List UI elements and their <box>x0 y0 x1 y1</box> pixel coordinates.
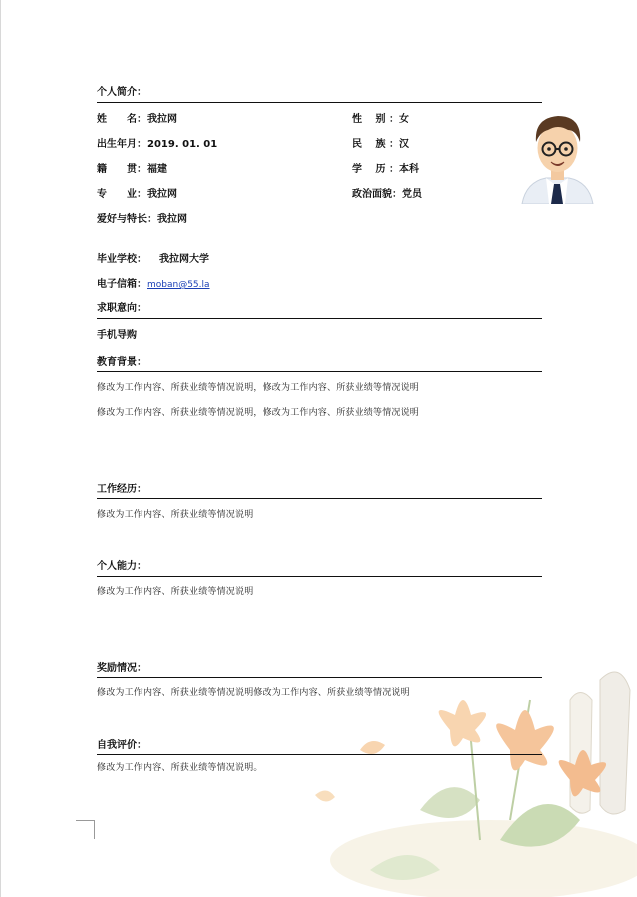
email-link[interactable]: moban@55.la <box>147 280 210 290</box>
page-corner-mark <box>76 820 95 839</box>
education-line-2: 修改为工作内容、所获业绩等情况说明，修改为工作内容、所获业绩等情况说明 <box>97 408 420 418</box>
education-line-1: 修改为工作内容、所获业绩等情况说明，修改为工作内容、所获业绩等情况说明 <box>97 383 420 393</box>
ability-rule <box>97 576 542 577</box>
email-label: 电子信箱： <box>97 279 147 290</box>
origin-field: 籍 贯：福建 <box>97 164 167 175</box>
education-rule <box>97 371 542 372</box>
intent-rule <box>97 318 542 319</box>
intent-heading: 求职意向： <box>97 303 147 314</box>
school-value: 我拉网大学 <box>159 254 209 265</box>
email-field <box>97 275 210 290</box>
ethnicity-field: 民 族 ：汉 <box>352 139 409 150</box>
education-level-field: 学 历 ：本科 <box>352 164 419 175</box>
gender-field: 性 别 ：女 <box>352 114 409 125</box>
awards-heading: 奖励情况： <box>97 663 147 674</box>
work-rule <box>97 498 542 499</box>
self-eval-rule <box>97 754 542 755</box>
awards-text: 修改为工作内容、所获业绩等情况说明修改为工作内容、所获业绩等情况说明 <box>97 688 410 698</box>
work-heading: 工作经历： <box>97 484 147 495</box>
profile-rule <box>97 102 542 103</box>
cartoon-avatar-icon <box>520 112 595 204</box>
page-edge <box>0 0 1 897</box>
major-field: 专 业：我拉网 <box>97 189 177 200</box>
education-heading: 教育背景： <box>97 357 147 368</box>
hobbies-field: 爱好与特长：我拉网 <box>97 214 187 225</box>
work-text: 修改为工作内容、所获业绩等情况说明 <box>97 510 254 520</box>
self-eval-text: 修改为工作内容、所获业绩等情况说明。 <box>97 763 263 773</box>
profile-heading: 个人简介： <box>97 87 147 98</box>
birth-field: 出生年月：2019. 01. 01 <box>97 139 218 150</box>
school-label: 毕业学校： <box>97 254 147 265</box>
school-field <box>97 250 209 265</box>
intent-value: 手机导购 <box>97 330 137 341</box>
name-field: 姓 名：我拉网 <box>97 114 177 125</box>
political-field: 政治面貌：党员 <box>352 189 422 200</box>
awards-rule <box>97 677 542 678</box>
self-eval-heading: 自我评价： <box>97 740 147 751</box>
ability-text: 修改为工作内容、所获业绩等情况说明 <box>97 587 254 597</box>
flower-illustration <box>270 640 637 897</box>
ability-heading: 个人能力： <box>97 561 147 572</box>
